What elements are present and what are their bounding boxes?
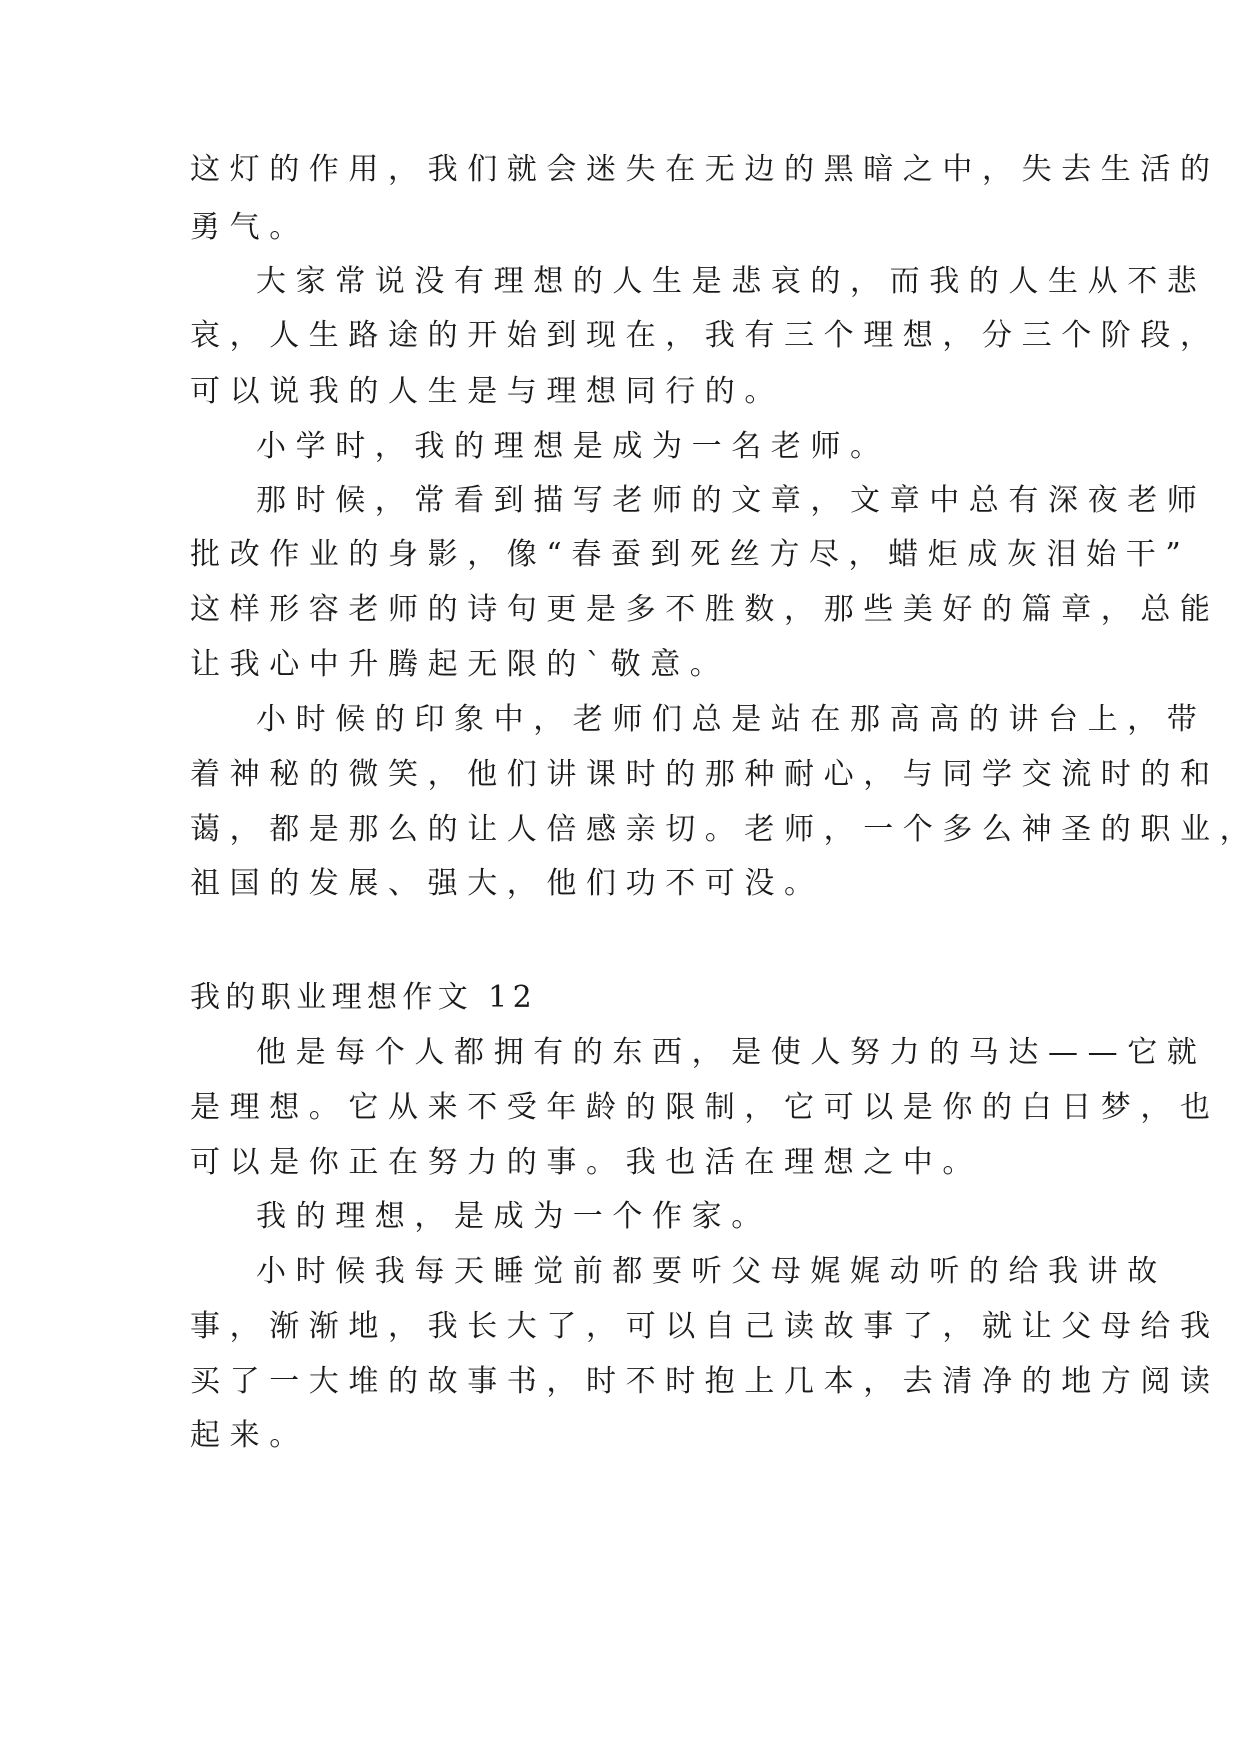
paragraph-line: 可以说我的人生是与理想同行的。 <box>190 374 784 409</box>
paragraph-line: 这灯的作用，我们就会迷失在无边的黑暗之中，失去生活的 <box>190 152 1220 187</box>
paragraph-line: 祖国的发展、强大，他们功不可没。 <box>190 866 824 901</box>
paragraph-line: 事，渐渐地，我长大了，可以自己读故事了，就让父母给我 <box>190 1309 1220 1344</box>
paragraph-line: 大家常说没有理想的人生是悲哀的，而我的人生从不悲 <box>256 264 1207 299</box>
paragraph-line: 我的理想，是成为一个作家。 <box>256 1199 771 1234</box>
paragraph-line: 着神秘的微笑，他们讲课时的那种耐心，与同学交流时的和 <box>190 757 1220 792</box>
paragraph-line: 可以是你正在努力的事。我也活在理想之中。 <box>190 1145 982 1180</box>
paragraph-line: 批改作业的身影，像“春蚕到死丝方尽，蜡炬成灰泪始干” <box>190 537 1191 572</box>
paragraph-line: 这样形容老师的诗句更是多不胜数，那些美好的篇章，总能 <box>190 592 1220 627</box>
paragraph-line: 他是每个人都拥有的东西，是使人努力的马达——它就 <box>256 1035 1207 1070</box>
section-heading: 我的职业理想作文 12 <box>190 980 538 1015</box>
paragraph-line: 小时候我每天睡觉前都要听父母娓娓动听的给我讲故 <box>256 1254 1167 1289</box>
paragraph-line: 勇气。 <box>190 210 309 245</box>
paragraph-line: 小学时，我的理想是成为一名老师。 <box>256 429 890 464</box>
paragraph-line: 蔼，都是那么的让人倍感亲切。老师，一个多么神圣的职业， <box>190 812 1259 847</box>
paragraph-line: 让我心中升腾起无限的`敬意。 <box>190 647 730 682</box>
paragraph-line: 小时候的印象中，老师们总是站在那高高的讲台上，带 <box>256 702 1207 737</box>
paragraph-line: 那时候，常看到描写老师的文章，文章中总有深夜老师 <box>256 483 1207 518</box>
paragraph-line: 哀，人生路途的开始到现在，我有三个理想，分三个阶段， <box>190 318 1220 353</box>
paragraph-line: 是理想。它从来不受年龄的限制，它可以是你的白日梦，也 <box>190 1090 1220 1125</box>
paragraph-line: 买了一大堆的故事书，时不时抱上几本，去清净的地方阅读 <box>190 1364 1220 1399</box>
paragraph-line: 起来。 <box>190 1418 309 1453</box>
